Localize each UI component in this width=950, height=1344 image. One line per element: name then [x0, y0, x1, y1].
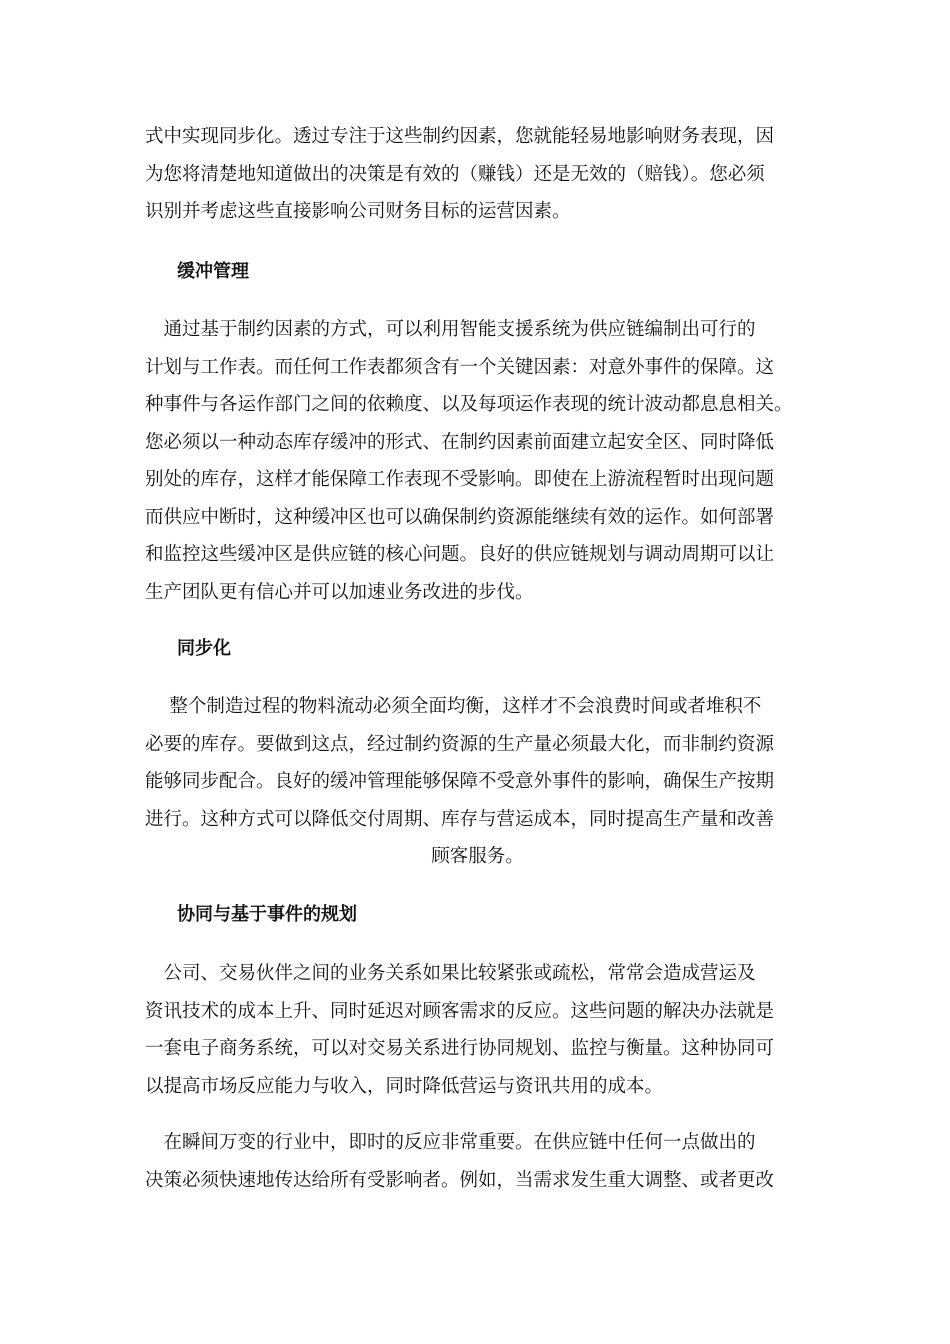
text-line-centered: 顾客服务。 [431, 846, 524, 867]
text-line: 公司、交易伙伴之间的业务关系如果比较紧张或疏松，常常会造成营运及 [145, 963, 756, 984]
text-line: 以提高市场反应能力与收入，同时降低营运与资讯共用的成本。 [145, 1075, 664, 1097]
section-heading-buffer-management: 缓冲管理 [177, 261, 249, 282]
text-line: 您必须以一种动态库存缓冲的形式、在制约因素前面建立起安全区、同时降低 [145, 431, 775, 453]
text-line: 资讯技术的成本上升、同时延迟对顾客需求的反应。这些问题的解决办法就是 [145, 1000, 775, 1022]
closing-paragraph [145, 1124, 810, 1199]
text-line: 能够同步配合。良好的缓冲管理能够保障不受意外事件的影响，确保生产按期 [145, 771, 775, 792]
text-line: 别处的库存，这样才能保障工作表现不受影响。即使在上游流程暂时出现问题 [145, 469, 775, 490]
text-line: 生产团队更有信心并可以加速业务改进的步伐。 [145, 581, 534, 603]
text-line: 进行。这种方式可以降低交付周期、库存与营运成本，同时提高生产量和改善 [145, 808, 775, 830]
text-line: 种事件与各运作部门之间的依赖度、以及每项运作表现的统计波动都息息相关。 [145, 394, 793, 415]
text-line: 一套电子商务系统，可以对交易关系进行协同规划、监控与衡量。这种协同可 [145, 1038, 775, 1059]
text-line: 决策必须快速地传达给所有受影响者。例如，当需求发生重大调整、或者更改 [145, 1169, 775, 1191]
text-line: 而供应中断时，这种缓冲区也可以确保制约资源能继续有效的运作。如何部署 [145, 506, 775, 528]
text-line: 式中实现同步化。透过专注于这些制约因素，您就能轻易地影响财务表现，因 [145, 126, 775, 147]
intro-paragraph [145, 118, 810, 231]
text-line: 在瞬间万变的行业中，即时的反应非常重要。在供应链中任何一点做出的 [145, 1132, 756, 1153]
text-line: 计划与工作表。而任何工作表都须含有一个关键因素：对意外事件的保障。这 [145, 356, 775, 378]
buffer-management-paragraph [145, 311, 810, 611]
synchronization-paragraph [145, 688, 810, 876]
section-heading-collaborative-planning: 协同与基于事件的规划 [177, 904, 357, 925]
text-line: 识别并考虑这些直接影响公司财务目标的运营因素。 [145, 201, 571, 222]
text-line: 和监控这些缓冲区是供应链的核心问题。良好的供应链规划与调动周期可以让 [145, 544, 775, 565]
text-line: 必要的库存。要做到这点，经过制约资源的生产量必须最大化，而非制约资源 [145, 733, 775, 755]
text-line: 通过基于制约因素的方式，可以利用智能支援系统为供应链编制出可行的 [145, 319, 756, 340]
text-line: 为您将清楚地知道做出的决策是有效的（赚钱）还是无效的（赔钱）。您必须 [145, 163, 765, 185]
section-heading-synchronization: 同步化 [177, 638, 231, 659]
text-line: 整个制造过程的物料流动必须全面均衡，这样才不会浪费时间或者堆积不 [145, 696, 762, 717]
collaborative-planning-paragraph [145, 955, 810, 1105]
